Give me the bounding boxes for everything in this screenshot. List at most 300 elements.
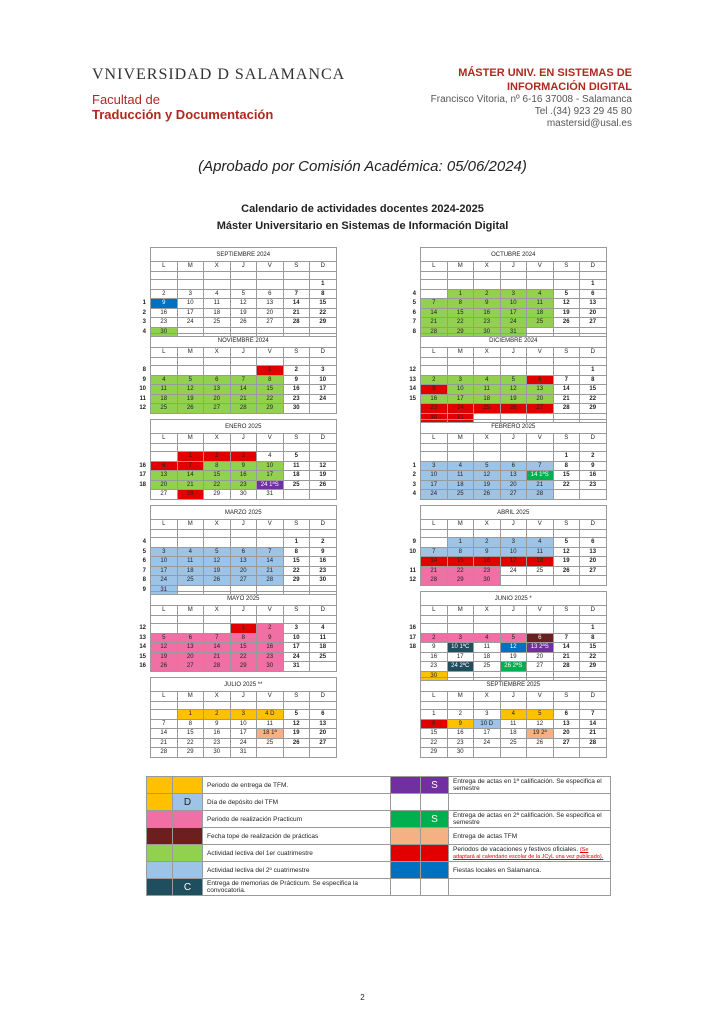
day-cell: 10: [283, 633, 310, 643]
day-cell: 3: [474, 710, 501, 720]
day-cell: 19: [500, 652, 527, 662]
day-cell: 29: [580, 404, 607, 414]
month-title: ABRIL 2025: [421, 506, 607, 520]
day-cell: [204, 538, 231, 548]
day-cell: 27: [527, 662, 554, 672]
weekday-header: V: [527, 434, 554, 444]
weekday-header: M: [447, 434, 474, 444]
day-cell: 11: [527, 547, 554, 557]
day-cell: 30: [447, 748, 474, 758]
weekday-header: S: [553, 348, 580, 358]
legend-label: [449, 862, 611, 879]
day-cell: 16: [421, 652, 448, 662]
day-cell: 4: [527, 289, 554, 299]
day-cell: 11: [447, 471, 474, 481]
day-cell: 24: [283, 652, 310, 662]
day-cell: 4: [151, 375, 178, 385]
weekday-header: J: [500, 692, 527, 702]
month-calendar: [394, 333, 607, 423]
calendar-subtitle: Máster Universitario en Sistemas de Información Digital: [216, 220, 509, 232]
day-cell: [580, 748, 607, 758]
day-cell: 25: [257, 738, 284, 748]
day-cell: 8: [283, 547, 310, 557]
legend-swatch: [147, 794, 173, 811]
day-cell: 13: [204, 385, 231, 395]
week-number: 12: [409, 367, 416, 374]
legend-symbol: [173, 811, 203, 828]
day-cell: [257, 280, 284, 290]
month-calendar: [394, 419, 607, 500]
day-cell: 16: [283, 385, 310, 395]
day-cell: 13: [230, 557, 257, 567]
day-cell: 22: [447, 318, 474, 328]
day-cell: 17: [310, 385, 337, 395]
day-cell: 8: [553, 461, 580, 471]
day-cell: [230, 280, 257, 290]
day-cell: 5: [553, 538, 580, 548]
weekday-header: D: [310, 262, 337, 272]
legend-symbol: [173, 794, 203, 811]
day-cell: [500, 748, 527, 758]
day-cell: 10: [151, 557, 178, 567]
day-cell: 10 D: [474, 719, 501, 729]
legend-symbol: [421, 777, 449, 794]
day-cell: 18 1ª: [257, 729, 284, 739]
day-cell: 11: [283, 461, 310, 471]
day-cell: 5: [151, 633, 178, 643]
day-cell: [500, 452, 527, 462]
day-cell: 23: [230, 480, 257, 490]
day-cell: 12: [527, 719, 554, 729]
day-cell: 21: [257, 566, 284, 576]
week-number: [394, 404, 421, 414]
day-cell: 9: [151, 299, 178, 309]
day-cell: 3: [283, 624, 310, 634]
day-cell: 22: [580, 652, 607, 662]
day-cell: [474, 624, 501, 634]
week-number: [124, 729, 151, 739]
day-cell: 5: [177, 375, 204, 385]
day-cell: 16: [447, 729, 474, 739]
day-cell: 31: [257, 490, 284, 500]
day-cell: 20: [553, 729, 580, 739]
day-cell: [257, 538, 284, 548]
day-cell: 14: [553, 643, 580, 653]
day-cell: 14: [204, 643, 231, 653]
week-number: 11: [409, 567, 416, 574]
day-cell: 12: [553, 299, 580, 309]
day-cell: 19: [553, 557, 580, 567]
legend-label: [449, 845, 611, 862]
day-cell: 2: [447, 710, 474, 720]
weekday-header: X: [204, 520, 231, 530]
day-cell: 16: [151, 308, 178, 318]
email: mastersid@usal.es: [546, 118, 632, 129]
day-cell: 5: [474, 461, 501, 471]
weekday-header: L: [421, 606, 448, 616]
day-cell: [283, 280, 310, 290]
month-title: FEBRERO 2025: [421, 420, 607, 434]
day-cell: 18: [474, 394, 501, 404]
day-cell: [177, 538, 204, 548]
day-cell: 23: [151, 318, 178, 328]
week-number: 18: [409, 644, 416, 651]
month-calendar: [394, 591, 607, 681]
day-cell: 23: [283, 394, 310, 404]
day-cell: 15: [177, 729, 204, 739]
day-cell: 19: [177, 394, 204, 404]
day-cell: [177, 366, 204, 376]
day-cell: 21: [553, 394, 580, 404]
day-cell: 16: [204, 729, 231, 739]
day-cell: 29: [230, 662, 257, 672]
week-number: [124, 289, 151, 299]
weekday-header: J: [500, 520, 527, 530]
day-cell: 28: [177, 490, 204, 500]
day-cell: 26: [204, 576, 231, 586]
day-cell: 27: [204, 404, 231, 414]
day-cell: 22: [204, 480, 231, 490]
week-number: 18: [139, 481, 146, 488]
day-cell: 10: [230, 719, 257, 729]
day-cell: [553, 490, 580, 500]
day-cell: [527, 366, 554, 376]
day-cell: 10: [177, 299, 204, 309]
weekday-header: M: [177, 434, 204, 444]
weekday-header: D: [580, 348, 607, 358]
day-cell: 14: [421, 308, 448, 318]
day-cell: [257, 748, 284, 758]
day-cell: 13: [257, 299, 284, 309]
weekday-header: J: [230, 606, 257, 616]
weekday-header: X: [204, 434, 231, 444]
day-cell: 5: [204, 547, 231, 557]
approval-note: (Aprobado por Comisión Académica: 05/06/2024): [198, 158, 527, 175]
day-cell: 12: [177, 385, 204, 395]
day-cell: 4: [204, 289, 231, 299]
week-number: [394, 738, 421, 748]
day-cell: 24: [447, 404, 474, 414]
day-cell: 2: [421, 633, 448, 643]
weekday-header: L: [151, 348, 178, 358]
day-cell: [500, 576, 527, 586]
day-cell: 30: [283, 404, 310, 414]
day-cell: 24: [151, 576, 178, 586]
weekday-header: S: [553, 606, 580, 616]
day-cell: 12: [500, 385, 527, 395]
weekday-header: V: [257, 348, 284, 358]
day-cell: 4: [310, 624, 337, 634]
week-number: [394, 710, 421, 720]
weekday-header: X: [474, 262, 501, 272]
month-title: MARZO 2025: [151, 506, 337, 520]
legend-row: [147, 828, 611, 845]
week-number: 8: [412, 328, 416, 335]
day-cell: 6: [204, 375, 231, 385]
month-title: SEPTIEMBRE 2025: [421, 678, 607, 692]
day-cell: 6: [527, 375, 554, 385]
day-cell: [151, 710, 178, 720]
day-cell: 13 2ªS: [527, 643, 554, 653]
day-cell: 10: [500, 299, 527, 309]
day-cell: 15: [257, 385, 284, 395]
day-cell: 9: [421, 385, 448, 395]
day-cell: 18: [447, 480, 474, 490]
day-cell: 16: [474, 557, 501, 567]
day-cell: 13: [177, 643, 204, 653]
day-cell: 8: [204, 461, 231, 471]
week-number: [394, 452, 421, 462]
day-cell: 25: [204, 318, 231, 328]
legend-symbol: [173, 828, 203, 845]
day-cell: 26: [553, 318, 580, 328]
day-cell: 25: [500, 738, 527, 748]
day-cell: 29: [257, 404, 284, 414]
day-cell: 4: [474, 375, 501, 385]
day-cell: 12: [553, 547, 580, 557]
day-cell: 18: [283, 471, 310, 481]
day-cell: 26: [151, 662, 178, 672]
day-cell: 17: [500, 308, 527, 318]
week-number: 16: [139, 462, 146, 469]
day-cell: 26: [527, 738, 554, 748]
weekday-header: L: [421, 692, 448, 702]
legend-swatch: [391, 845, 421, 862]
day-cell: 29: [177, 748, 204, 758]
day-cell: 18: [474, 652, 501, 662]
day-cell: 26: [500, 404, 527, 414]
day-cell: 9: [580, 461, 607, 471]
weekday-header: J: [500, 434, 527, 444]
weekday-header: X: [204, 262, 231, 272]
day-cell: 4: [257, 452, 284, 462]
day-cell: 23: [580, 480, 607, 490]
legend-label: Periodo de realización Practicum: [203, 811, 391, 828]
legend-swatch: [147, 845, 173, 862]
week-number: 11: [139, 395, 146, 402]
month-title: SEPTIEMBRE 2024: [151, 248, 337, 262]
day-cell: 18: [527, 308, 554, 318]
day-cell: 27: [310, 738, 337, 748]
day-cell: 21: [527, 480, 554, 490]
week-number: 17: [409, 634, 416, 641]
day-cell: 29: [283, 576, 310, 586]
day-cell: 6: [177, 633, 204, 643]
legend-symbol: [421, 879, 449, 896]
day-cell: 2: [310, 538, 337, 548]
legend-symbol: [421, 845, 449, 862]
day-cell: 11: [177, 557, 204, 567]
legend-label-text: Fiestas locales en Salamanca.: [453, 866, 542, 874]
day-cell: [283, 748, 310, 758]
day-cell: 5: [500, 633, 527, 643]
day-cell: 28: [421, 576, 448, 586]
weekday-header: J: [230, 434, 257, 444]
faculty-line2: Traducción y Documentación: [92, 107, 274, 122]
weekday-header: L: [151, 434, 178, 444]
day-cell: 19: [553, 308, 580, 318]
day-cell: 26: [553, 566, 580, 576]
day-cell: 23: [257, 652, 284, 662]
day-cell: 20: [527, 394, 554, 404]
day-cell: [230, 366, 257, 376]
week-number: [394, 557, 421, 567]
day-cell: [204, 366, 231, 376]
day-cell: 1: [447, 289, 474, 299]
day-cell: 11: [474, 385, 501, 395]
legend-symbol: [173, 862, 203, 879]
legend-row: [147, 777, 611, 794]
week-number: 3: [412, 481, 416, 488]
day-cell: 18: [527, 557, 554, 567]
month-title: MAYO 2025: [151, 592, 337, 606]
day-cell: [421, 538, 448, 548]
day-cell: [580, 576, 607, 586]
legend-symbol: [421, 828, 449, 845]
day-cell: 30: [421, 671, 448, 681]
day-cell: 8: [447, 547, 474, 557]
week-number: 15: [409, 395, 416, 402]
weekday-header: L: [151, 520, 178, 530]
day-cell: 26: [283, 738, 310, 748]
day-cell: 21: [553, 652, 580, 662]
day-cell: 23: [421, 404, 448, 414]
day-cell: 28: [421, 327, 448, 337]
day-cell: 25: [527, 566, 554, 576]
day-cell: 25: [177, 576, 204, 586]
day-cell: 11: [151, 385, 178, 395]
day-cell: 20: [230, 566, 257, 576]
weekday-header: D: [310, 692, 337, 702]
week-number: [394, 652, 421, 662]
day-cell: 12: [474, 471, 501, 481]
day-cell: 29: [447, 327, 474, 337]
day-cell: 28: [580, 738, 607, 748]
day-cell: 22: [230, 652, 257, 662]
day-cell: 30: [230, 490, 257, 500]
legend-row: [147, 862, 611, 879]
weekday-header: X: [474, 348, 501, 358]
legend-label: [449, 811, 611, 828]
week-number: [124, 738, 151, 748]
day-cell: 27: [500, 490, 527, 500]
day-cell: 8: [421, 719, 448, 729]
day-cell: 19 2ª: [527, 729, 554, 739]
week-number: 17: [139, 472, 146, 479]
week-number: [124, 280, 151, 290]
day-cell: 11: [310, 633, 337, 643]
day-cell: 14: [230, 385, 257, 395]
day-cell: 3: [500, 538, 527, 548]
day-cell: 11: [474, 643, 501, 653]
month-title: OCTUBRE 2024: [421, 248, 607, 262]
day-cell: 17: [257, 471, 284, 481]
weekday-header: D: [310, 520, 337, 530]
day-cell: 12: [230, 299, 257, 309]
month-title: JULIO 2025 **: [151, 678, 337, 692]
day-cell: [421, 624, 448, 634]
day-cell: 7: [527, 461, 554, 471]
day-cell: [177, 624, 204, 634]
day-cell: 10: [500, 547, 527, 557]
day-cell: 15: [553, 471, 580, 481]
day-cell: 9: [310, 547, 337, 557]
day-cell: 19: [230, 308, 257, 318]
weekday-header: V: [527, 520, 554, 530]
week-number: 16: [409, 625, 416, 632]
day-cell: 3: [447, 375, 474, 385]
weekday-header: M: [447, 262, 474, 272]
week-number: [124, 748, 151, 758]
day-cell: 17: [500, 557, 527, 567]
day-cell: 16: [421, 394, 448, 404]
day-cell: 22: [580, 394, 607, 404]
legend-symbol-text: C: [183, 881, 192, 893]
day-cell: 9: [421, 643, 448, 653]
day-cell: 31: [283, 662, 310, 672]
weekday-header: S: [553, 434, 580, 444]
day-cell: [474, 452, 501, 462]
day-cell: 30: [474, 327, 501, 337]
day-cell: 14: [553, 385, 580, 395]
month-title: JUNIO 2025 *: [421, 592, 607, 606]
weekday-header: L: [421, 434, 448, 444]
weekday-header: D: [580, 692, 607, 702]
day-cell: 9: [230, 461, 257, 471]
day-cell: 30: [474, 576, 501, 586]
day-cell: 7: [283, 289, 310, 299]
day-cell: 13: [553, 719, 580, 729]
legend-row: [147, 811, 611, 828]
legend-label: Fecha tope de realización de prácticas: [203, 828, 391, 845]
day-cell: 28: [257, 576, 284, 586]
day-cell: 2: [474, 538, 501, 548]
week-number: 13: [139, 634, 146, 641]
day-cell: 15: [447, 308, 474, 318]
day-cell: 29: [447, 576, 474, 586]
day-cell: 13: [151, 471, 178, 481]
month-calendar: [124, 333, 337, 414]
day-cell: [580, 490, 607, 500]
day-cell: 9: [447, 719, 474, 729]
day-cell: 7: [257, 547, 284, 557]
week-number: [394, 729, 421, 739]
day-cell: 6: [310, 710, 337, 720]
week-number: 1: [142, 300, 146, 307]
day-cell: 25: [474, 404, 501, 414]
day-cell: 14 1ªS: [527, 471, 554, 481]
day-cell: 12: [283, 719, 310, 729]
day-cell: 15: [580, 643, 607, 653]
day-cell: 28: [553, 662, 580, 672]
day-cell: [447, 624, 474, 634]
day-cell: 27: [553, 738, 580, 748]
day-cell: 28: [553, 404, 580, 414]
legend-swatch: [391, 794, 421, 811]
day-cell: 25: [151, 404, 178, 414]
week-number: 8: [142, 367, 146, 374]
day-cell: 14: [177, 471, 204, 481]
weekday-header: J: [500, 606, 527, 616]
legend-swatch: [391, 777, 421, 794]
day-cell: 22: [283, 566, 310, 576]
day-cell: 25: [447, 490, 474, 500]
day-cell: 22: [310, 308, 337, 318]
day-cell: 27: [151, 490, 178, 500]
day-cell: 20: [580, 308, 607, 318]
day-cell: [527, 748, 554, 758]
day-cell: 1: [580, 366, 607, 376]
